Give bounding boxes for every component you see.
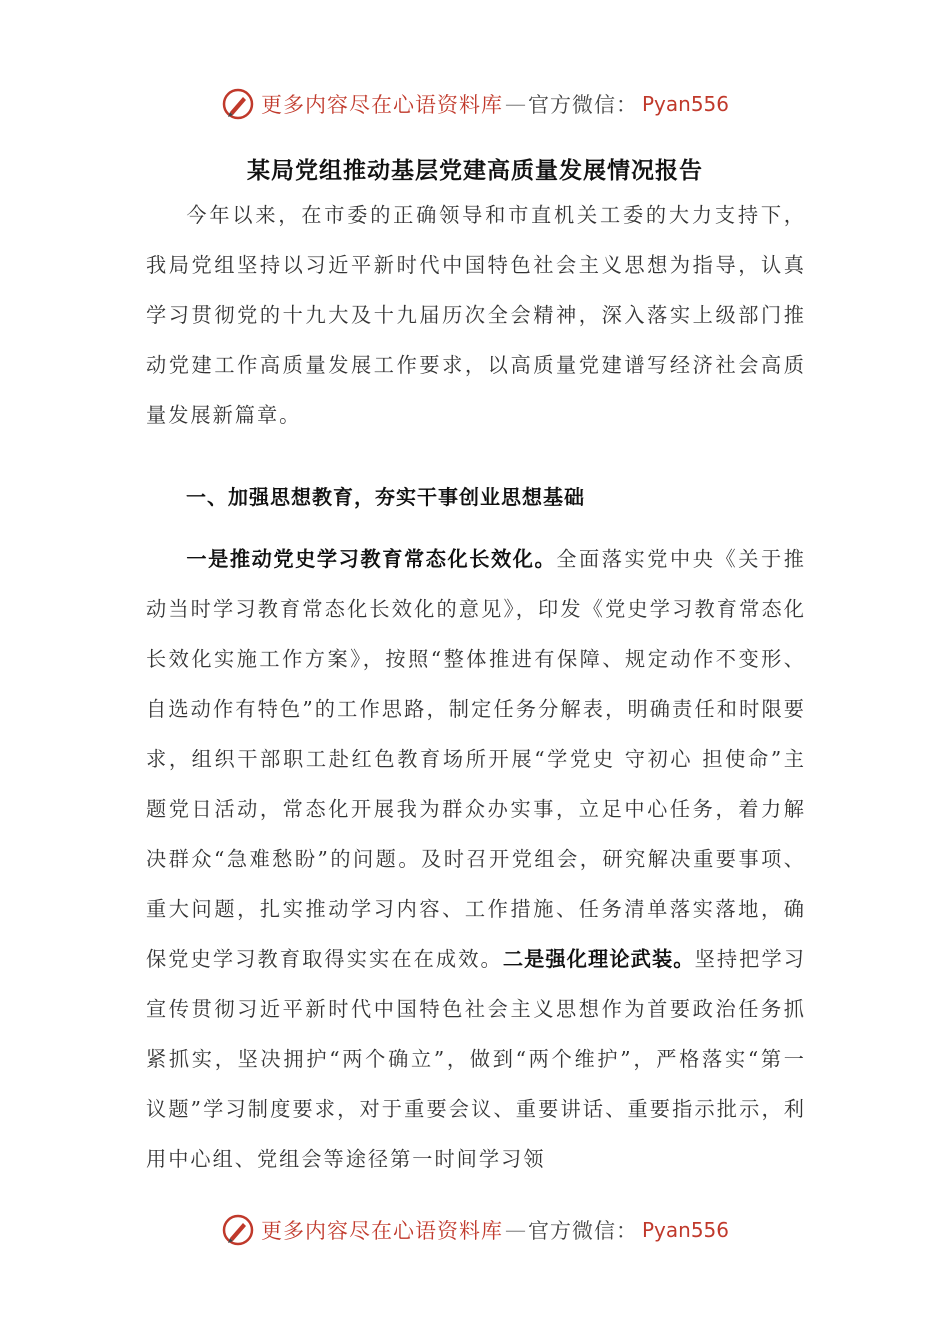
bold-lead-1: 一是推动党史学习教育常态化长效化。 (186, 547, 557, 571)
banner-subtext: 官方微信： (527, 1219, 638, 1243)
banner-subtext: 官方微信： (527, 93, 638, 117)
bold-lead-2: 二是强化理论武装。 (502, 947, 695, 971)
banner-wechat-id: Pyan556 (641, 1218, 729, 1242)
document-title: 某局党组推动基层党建高质量发展情况报告 (247, 158, 703, 184)
footer-banner (0, 1210, 950, 1250)
section-body-block (146, 534, 806, 1184)
section-heading-block (146, 472, 806, 522)
intro-paragraph: 今年以来，在市委的正确领导和市直机关工委的大力支持下，我局党组坚持以习近平新时代中国特色社会主义思想为指导，认真学习贯彻党的十九大及十九届历次全会精神，深入落实上级部门推动党建工作高质量发展工作要求，以高质量党建谱写经济社会高质量发展新篇章。 (146, 203, 806, 427)
intro-paragraph-block (146, 190, 806, 440)
body-text-1: 全面落实党中央《关于推动当时学习教育常态化长效化的意见》，印发《党史学习教育常态化长效化实施工作方案》，按照“整体推进有保障、规定动作不变形、自选动作有特色”的工作思路，制定任务分解表，明确责任和时限要求，组织干部职工赴红色教育场所开展“学党史 守初心 担使命”主题党日活动，常态化开展我为群众办实事，立足中心任务，着力解决群众“急难愁盼”的问题。及时召开党组会，研究解决重要事项、重大问题，扎实推动学习内容、工作措施、任务清单落实落地，确保党史学习教育取得实实在在成效。 (146, 547, 806, 971)
body-text-2: 坚持把学习宣传贯彻习近平新时代中国特色社会主义思想作为首要政治任务抓紧抓实，坚决拥护“两个确立”，做到“两个维护”，严格落实“第一议题”学习制度要求，对于重要会议、重要讲话、重要指示批示，利用中心组、党组会等途径第一时间学习领 (146, 947, 806, 1171)
pen-logo-icon (221, 87, 255, 121)
section-heading: 一、加强思想教育，夯实干事创业思想基础 (186, 485, 585, 509)
pen-logo-icon (221, 1213, 255, 1247)
section-body-paragraph (146, 534, 806, 1184)
banner-separator: — (504, 1218, 526, 1242)
banner-text: 更多内容尽在心语资料库 (260, 93, 503, 117)
banner-wechat-id: Pyan556 (641, 92, 729, 116)
banner-separator: — (504, 92, 526, 116)
banner-text: 更多内容尽在心语资料库 (260, 1219, 503, 1243)
header-banner (0, 84, 950, 124)
